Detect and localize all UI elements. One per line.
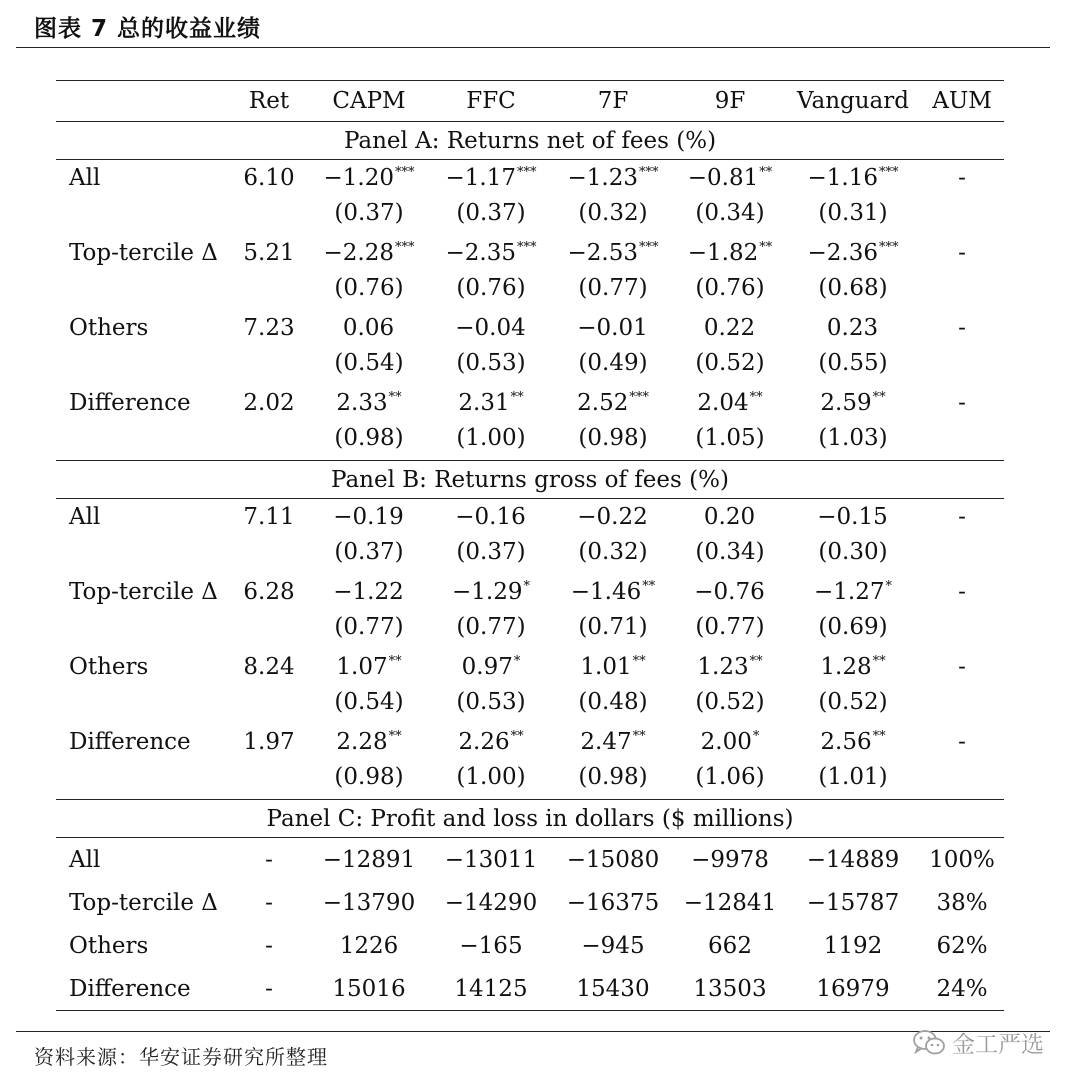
coef-cell xyxy=(674,235,786,270)
significance-stars: * xyxy=(752,728,760,744)
std-error-cell: (0.98) xyxy=(334,763,404,790)
std-error-cell: (1.05) xyxy=(695,424,765,451)
table-row-se xyxy=(56,420,1004,455)
std-error-cell: (0.34) xyxy=(695,199,765,226)
pnl-cell: −14889 xyxy=(806,846,900,873)
coef-value: 0.23 xyxy=(826,314,879,341)
coef-value: −1.82 xyxy=(687,239,759,266)
coef-cell xyxy=(430,310,552,345)
coef-value: 0.06 xyxy=(342,314,395,341)
std-error-cell: (0.77) xyxy=(456,613,526,640)
std-error-cell: (1.03) xyxy=(818,424,888,451)
ret-cell: 1.97 xyxy=(243,728,295,755)
row-label: All xyxy=(69,503,101,530)
empty-cell xyxy=(920,534,1004,569)
coef-cell xyxy=(308,649,430,684)
pnl-cell: 15016 xyxy=(308,967,430,1011)
table-row xyxy=(56,499,1004,535)
title-rule xyxy=(16,47,1050,48)
row-label: Others xyxy=(69,314,149,341)
coef-cell xyxy=(552,160,674,196)
significance-stars: ** xyxy=(749,653,763,669)
significance-stars: *** xyxy=(516,164,537,180)
std-error-cell: (0.77) xyxy=(695,613,765,640)
coef-cell xyxy=(308,574,430,609)
table-row xyxy=(56,967,1004,1011)
pnl-cell: 662 xyxy=(708,932,752,959)
header-cell: CAPM xyxy=(308,81,430,122)
table-row-se xyxy=(56,195,1004,230)
header-row xyxy=(56,81,1004,122)
header-cell: Ret xyxy=(230,81,308,122)
table-row-se xyxy=(56,270,1004,305)
std-error-cell: (0.98) xyxy=(578,424,648,451)
pnl-cell: −12891 xyxy=(322,846,416,873)
std-error-cell: (0.30) xyxy=(818,538,888,565)
aum-cell: - xyxy=(958,314,966,341)
significance-stars: *** xyxy=(878,164,899,180)
panel-title: Panel A: Returns net of fees (%) xyxy=(56,122,1004,160)
pnl-cell: −14290 xyxy=(444,889,538,916)
coef-cell xyxy=(786,385,920,420)
std-error-cell: (1.01) xyxy=(818,763,888,790)
coef-value: −1.46 xyxy=(570,578,642,605)
coef-value: 2.56 xyxy=(820,728,872,755)
empty-cell xyxy=(230,345,308,380)
table-body xyxy=(56,122,1004,1011)
significance-stars: ** xyxy=(388,389,402,405)
coef-cell xyxy=(552,724,674,759)
row-label: Difference xyxy=(56,967,230,1011)
coef-value: 2.33 xyxy=(336,389,388,416)
pnl-cell: −12841 xyxy=(683,889,777,916)
significance-stars: ** xyxy=(632,728,646,744)
header-cell: 7F xyxy=(552,81,674,122)
significance-stars: ** xyxy=(632,653,646,669)
aum-cell: - xyxy=(958,389,966,416)
significance-stars: ** xyxy=(510,728,524,744)
coef-cell xyxy=(430,499,552,535)
empty-cell xyxy=(920,609,1004,644)
pnl-cell: 1192 xyxy=(823,932,883,959)
significance-stars: *** xyxy=(629,389,649,405)
watermark xyxy=(912,1026,1044,1059)
std-error-cell: (0.37) xyxy=(334,538,404,565)
coef-cell xyxy=(552,649,674,684)
table-row xyxy=(56,385,1004,420)
coef-cell xyxy=(552,235,674,270)
table-row xyxy=(56,235,1004,270)
row-label: Difference xyxy=(69,728,191,755)
row-label: Top-tercile Δ xyxy=(69,239,218,266)
coef-cell xyxy=(430,385,552,420)
significance-stars: ** xyxy=(872,389,886,405)
pnl-cell: 15430 xyxy=(552,967,674,1011)
pnl-cell: −9978 xyxy=(691,846,769,873)
std-error-cell: (1.06) xyxy=(695,763,765,790)
std-error-cell: (0.54) xyxy=(334,349,404,376)
std-error-cell: (0.77) xyxy=(334,613,404,640)
std-error-cell: (0.37) xyxy=(456,538,526,565)
empty-cell xyxy=(56,195,230,230)
panel-title-row xyxy=(56,800,1004,838)
empty-cell xyxy=(56,270,230,305)
coef-cell xyxy=(430,649,552,684)
coef-value: −1.17 xyxy=(445,164,516,191)
empty-cell xyxy=(56,345,230,380)
significance-stars: ** xyxy=(388,653,402,669)
coef-cell xyxy=(786,724,920,759)
std-error-cell: (0.32) xyxy=(578,199,648,226)
aum-cell: 38% xyxy=(936,889,988,916)
pnl-cell: −165 xyxy=(459,932,523,959)
empty-cell xyxy=(230,609,308,644)
pnl-cell: −13790 xyxy=(322,889,416,916)
significance-stars: ** xyxy=(872,653,886,669)
ret-cell: 7.23 xyxy=(243,314,295,341)
pnl-cell: −13011 xyxy=(444,846,538,873)
aum-cell: - xyxy=(958,503,966,530)
empty-cell xyxy=(920,759,1004,794)
table-row xyxy=(56,724,1004,759)
significance-stars: ** xyxy=(759,239,773,255)
empty-cell xyxy=(56,420,230,455)
ret-cell: 2.02 xyxy=(243,389,295,416)
watermark-text: 金工严选 xyxy=(952,1032,1044,1058)
ret-cell: - xyxy=(265,932,273,959)
significance-stars: *** xyxy=(878,239,899,255)
coef-value: 1.23 xyxy=(697,653,749,680)
empty-cell xyxy=(230,420,308,455)
coef-value: −1.27 xyxy=(814,578,885,605)
table-row xyxy=(56,574,1004,609)
std-error-cell: (0.49) xyxy=(578,349,648,376)
coef-cell xyxy=(786,649,920,684)
coef-value: 2.59 xyxy=(820,389,872,416)
coef-cell xyxy=(552,574,674,609)
coef-value: 1.01 xyxy=(580,653,632,680)
coef-cell xyxy=(674,574,786,609)
coef-value: 1.28 xyxy=(820,653,872,680)
coef-cell xyxy=(674,649,786,684)
std-error-cell: (0.76) xyxy=(456,274,526,301)
empty-cell xyxy=(230,534,308,569)
empty-cell xyxy=(230,684,308,719)
significance-stars: ** xyxy=(510,389,524,405)
empty-cell xyxy=(920,345,1004,380)
row-label: Top-tercile Δ xyxy=(69,578,218,605)
coef-value: −1.22 xyxy=(333,578,404,605)
significance-stars: * xyxy=(523,578,530,594)
panel-title-row xyxy=(56,122,1004,160)
pnl-cell: 14125 xyxy=(430,967,552,1011)
coef-value: −1.20 xyxy=(323,164,394,191)
coef-cell xyxy=(674,310,786,345)
std-error-cell: (0.52) xyxy=(818,688,888,715)
row-label: Others xyxy=(69,653,149,680)
empty-cell xyxy=(56,534,230,569)
aum-cell: - xyxy=(958,653,966,680)
header-cell: 9F xyxy=(674,81,786,122)
significance-stars: *** xyxy=(638,164,659,180)
coef-cell xyxy=(308,160,430,196)
std-error-cell: (0.69) xyxy=(818,613,888,640)
aum-cell: 24% xyxy=(920,967,1004,1011)
coef-cell xyxy=(674,385,786,420)
coef-value: 2.28 xyxy=(336,728,388,755)
significance-stars: * xyxy=(513,653,521,669)
significance-stars: *** xyxy=(638,239,659,255)
row-label: Others xyxy=(69,932,149,959)
coef-value: −0.22 xyxy=(577,503,648,530)
header-cell xyxy=(56,81,230,122)
coef-cell xyxy=(308,499,430,535)
significance-stars: ** xyxy=(388,728,402,744)
coef-value: −1.29 xyxy=(452,578,523,605)
std-error-cell: (0.37) xyxy=(334,199,404,226)
std-error-cell: (0.48) xyxy=(578,688,648,715)
std-error-cell: (0.68) xyxy=(818,274,888,301)
coef-value: −0.01 xyxy=(577,314,648,341)
pnl-cell: −945 xyxy=(581,932,645,959)
coef-cell xyxy=(552,499,674,535)
coef-value: −0.19 xyxy=(333,503,404,530)
coef-value: −0.04 xyxy=(455,314,526,341)
std-error-cell: (1.00) xyxy=(456,763,526,790)
coef-cell xyxy=(786,160,920,196)
table-row-se xyxy=(56,534,1004,569)
std-error-cell: (0.32) xyxy=(578,538,648,565)
std-error-cell: (0.55) xyxy=(818,349,888,376)
coef-value: −0.16 xyxy=(455,503,526,530)
aum-cell: - xyxy=(958,239,966,266)
ret-cell: 8.24 xyxy=(243,653,295,680)
coef-cell xyxy=(430,235,552,270)
header-cell: AUM xyxy=(920,81,1004,122)
significance-stars: ** xyxy=(759,164,773,180)
figure-title: 图表 7 总的收益业绩 xyxy=(34,16,262,42)
row-label: All xyxy=(69,846,101,873)
coef-cell xyxy=(308,385,430,420)
coef-value: −1.23 xyxy=(567,164,638,191)
empty-cell xyxy=(920,684,1004,719)
coef-cell xyxy=(308,310,430,345)
empty-cell xyxy=(230,195,308,230)
coef-cell xyxy=(430,160,552,196)
coef-value: −1.16 xyxy=(807,164,878,191)
coef-value: 2.47 xyxy=(580,728,632,755)
coef-value: −0.76 xyxy=(694,578,765,605)
coef-value: −2.35 xyxy=(445,239,516,266)
coef-value: 2.52 xyxy=(577,389,629,416)
empty-cell xyxy=(230,759,308,794)
empty-cell xyxy=(920,270,1004,305)
aum-cell: 62% xyxy=(936,932,988,959)
row-label: Top-tercile Δ xyxy=(69,889,218,916)
footer-rule xyxy=(16,1031,1050,1032)
coef-cell xyxy=(552,310,674,345)
ret-cell: 6.10 xyxy=(243,164,295,191)
ret-cell: 5.21 xyxy=(243,239,295,266)
coef-cell xyxy=(786,235,920,270)
ret-cell: - xyxy=(265,889,273,916)
coef-cell xyxy=(786,310,920,345)
std-error-cell: (0.98) xyxy=(334,424,404,451)
coef-value: 2.31 xyxy=(458,389,510,416)
table-row-se xyxy=(56,609,1004,644)
std-error-cell: (0.52) xyxy=(695,688,765,715)
coef-value: 1.07 xyxy=(336,653,388,680)
std-error-cell: (0.53) xyxy=(456,349,526,376)
coef-cell xyxy=(308,235,430,270)
pnl-cell: 16979 xyxy=(786,967,920,1011)
std-error-cell: (0.37) xyxy=(456,199,526,226)
std-error-cell: (0.31) xyxy=(818,199,888,226)
coef-value: 2.26 xyxy=(458,728,510,755)
table-row-se xyxy=(56,684,1004,719)
empty-cell xyxy=(56,609,230,644)
coef-cell xyxy=(674,724,786,759)
significance-stars: *** xyxy=(394,239,415,255)
pnl-cell: −16375 xyxy=(566,889,660,916)
std-error-cell: (0.53) xyxy=(456,688,526,715)
std-error-cell: (0.76) xyxy=(334,274,404,301)
table-row xyxy=(56,838,1004,882)
coef-value: −2.36 xyxy=(807,239,878,266)
coef-value: 0.97 xyxy=(461,653,513,680)
coef-cell xyxy=(430,724,552,759)
std-error-cell: (0.71) xyxy=(578,613,648,640)
row-label: All xyxy=(69,164,101,191)
std-error-cell: (0.54) xyxy=(334,688,404,715)
coef-cell xyxy=(308,724,430,759)
aum-cell: - xyxy=(958,728,966,755)
table-row xyxy=(56,924,1004,967)
std-error-cell: (1.00) xyxy=(456,424,526,451)
std-error-cell: (0.77) xyxy=(578,274,648,301)
header-cell: FFC xyxy=(430,81,552,122)
coef-value: −2.53 xyxy=(567,239,638,266)
results-table xyxy=(56,80,1004,1011)
coef-cell xyxy=(786,574,920,609)
std-error-cell: (0.98) xyxy=(578,763,648,790)
pnl-cell: −15787 xyxy=(806,889,900,916)
coef-value: −0.15 xyxy=(817,503,888,530)
panel-title-row xyxy=(56,461,1004,499)
empty-cell xyxy=(920,195,1004,230)
coef-value: −0.81 xyxy=(687,164,759,191)
ret-cell: 6.28 xyxy=(243,578,295,605)
empty-cell xyxy=(56,759,230,794)
table-row xyxy=(56,310,1004,345)
significance-stars: ** xyxy=(749,389,763,405)
coef-value: −2.28 xyxy=(323,239,394,266)
ret-cell: - xyxy=(230,967,308,1011)
row-label: Difference xyxy=(69,389,191,416)
empty-cell xyxy=(920,420,1004,455)
ret-cell: 7.11 xyxy=(243,503,295,530)
panel-title: Panel C: Profit and loss in dollars ($ millions) xyxy=(56,800,1004,838)
coef-cell xyxy=(674,499,786,535)
significance-stars: ** xyxy=(642,578,656,594)
std-error-cell: (0.34) xyxy=(695,538,765,565)
empty-cell xyxy=(230,270,308,305)
coef-cell xyxy=(674,160,786,196)
panel-title: Panel B: Returns gross of fees (%) xyxy=(56,461,1004,499)
std-error-cell: (0.52) xyxy=(695,349,765,376)
coef-cell xyxy=(430,574,552,609)
std-error-cell: (0.76) xyxy=(695,274,765,301)
table-row xyxy=(56,649,1004,684)
coef-cell xyxy=(786,499,920,535)
table-row-se xyxy=(56,759,1004,794)
coef-value: 2.00 xyxy=(700,728,752,755)
coef-value: 2.04 xyxy=(697,389,749,416)
aum-cell: - xyxy=(958,164,966,191)
wechat-icon xyxy=(912,1029,946,1057)
significance-stars: *** xyxy=(394,164,415,180)
empty-cell xyxy=(56,684,230,719)
coef-value: 0.22 xyxy=(703,314,756,341)
pnl-cell: −15080 xyxy=(566,846,660,873)
ret-cell: - xyxy=(265,846,273,873)
pnl-cell: 13503 xyxy=(674,967,786,1011)
table-row xyxy=(56,160,1004,196)
significance-stars: *** xyxy=(516,239,537,255)
coef-cell xyxy=(552,385,674,420)
table-row-se xyxy=(56,345,1004,380)
significance-stars: ** xyxy=(872,728,886,744)
table-row xyxy=(56,881,1004,924)
significance-stars: * xyxy=(885,578,892,594)
pnl-cell: 1226 xyxy=(339,932,399,959)
source-note: 资料来源：华安证券研究所整理 xyxy=(34,1045,328,1069)
aum-cell: - xyxy=(958,578,966,605)
header-cell: Vanguard xyxy=(786,81,920,122)
aum-cell: 100% xyxy=(929,846,995,873)
coef-value: 0.20 xyxy=(703,503,756,530)
